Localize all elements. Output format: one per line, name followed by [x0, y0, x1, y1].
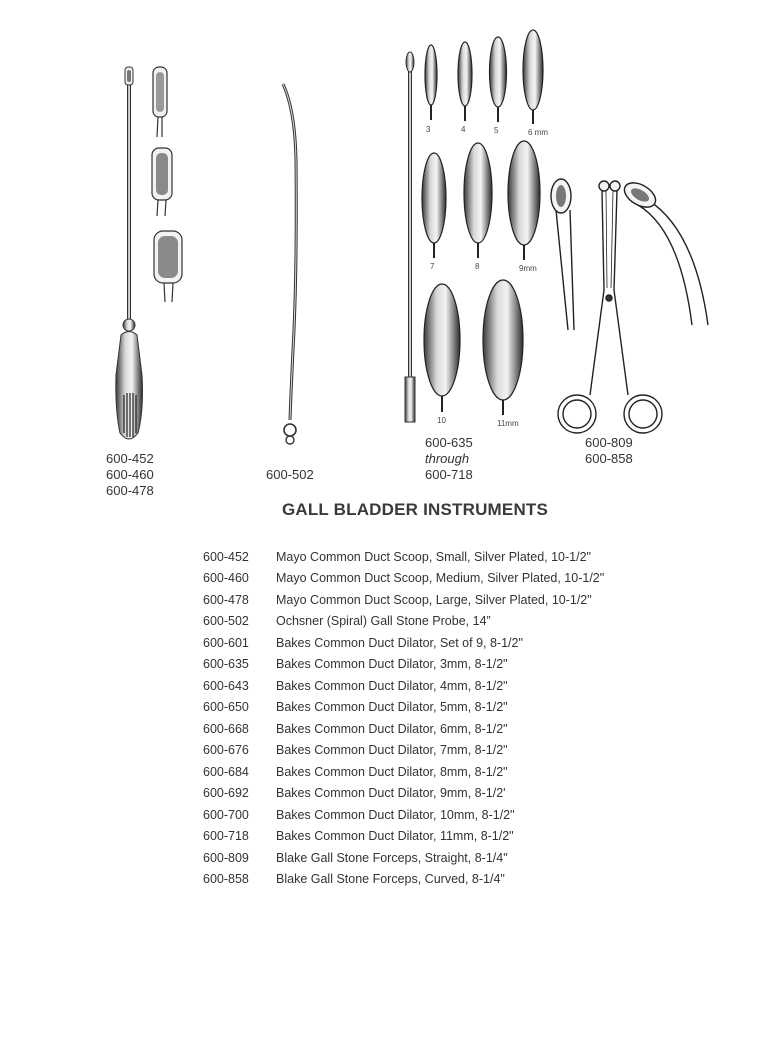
- item-code: 600-668: [203, 721, 249, 736]
- item-description: Blake Gall Stone Forceps, Straight, 8-1/4": [276, 850, 508, 865]
- item-description: Bakes Common Duct Dilator, 9mm, 8-1/2': [276, 786, 506, 801]
- dilator-size-label: 11mm: [497, 419, 519, 428]
- code-label: 600-502: [266, 467, 314, 482]
- dilator-size-label: 3: [426, 125, 431, 134]
- catalog-row: [203, 761, 604, 783]
- catalog-row: [203, 783, 604, 805]
- catalog-row: [203, 568, 604, 590]
- item-description: Blake Gall Stone Forceps, Curved, 8-1/4": [276, 872, 505, 887]
- catalog-row: [203, 847, 604, 869]
- dilator-size-label: 10: [437, 416, 446, 425]
- code-label: 600-858: [585, 451, 633, 466]
- item-description: Ochsner (Spiral) Gall Stone Probe, 14”: [276, 614, 491, 629]
- blake-forceps-drawing: [551, 178, 708, 433]
- item-description: Bakes Common Duct Dilator, 10mm, 8-1/2": [276, 807, 515, 822]
- item-code: 600-700: [203, 807, 249, 822]
- code-label: 600-809: [585, 435, 633, 450]
- scoop-tips-drawing: [152, 67, 182, 302]
- dilator-tips-drawing: [422, 30, 543, 415]
- item-description: Bakes Common Duct Dilator, 6mm, 8-1/2": [276, 721, 508, 736]
- item-code: 600-643: [203, 678, 249, 693]
- item-code: 600-502: [203, 614, 249, 629]
- item-code: 600-452: [203, 549, 249, 564]
- item-code: 600-718: [203, 829, 249, 844]
- range-word: through: [425, 451, 470, 466]
- item-description: Bakes Common Duct Dilator, 3mm, 8-1/2": [276, 657, 508, 672]
- item-description: Bakes Common Duct Dilator, 4mm, 8-1/2": [276, 678, 508, 693]
- dilator-caption: [425, 435, 473, 483]
- dilator-size-label: 9mm: [519, 264, 537, 273]
- item-description: Bakes Common Duct Dilator, 5mm, 8-1/2": [276, 700, 508, 715]
- item-code: 600-684: [203, 764, 249, 779]
- catalog-row: [203, 589, 604, 611]
- dilator-size-label: 4: [461, 125, 466, 134]
- item-code: 600-635: [203, 657, 249, 672]
- catalog-row: [203, 632, 604, 654]
- catalog-row: [203, 654, 604, 676]
- probe-caption: [266, 467, 314, 483]
- forceps-caption: [585, 435, 633, 467]
- catalog-row: [203, 718, 604, 740]
- item-code: 600-858: [203, 872, 249, 887]
- item-code: 600-676: [203, 743, 249, 758]
- dilator-size-label: 8: [475, 262, 480, 271]
- item-code: 600-478: [203, 592, 249, 607]
- code-label: 600-460: [106, 467, 154, 482]
- catalog-row: [203, 675, 604, 697]
- catalog-row: [203, 546, 604, 568]
- catalog-row: [203, 697, 604, 719]
- code-label: 600-478: [106, 483, 154, 498]
- item-description: Mayo Common Duct Scoop, Large, Silver Plated, 10-1/2": [276, 592, 592, 607]
- code-label: 600-635: [425, 435, 473, 450]
- item-description: Mayo Common Duct Scoop, Small, Silver Plated, 10-1/2": [276, 549, 591, 564]
- catalog-list: [203, 546, 604, 890]
- code-label: 600-452: [106, 451, 154, 466]
- ochsner-probe-drawing: [283, 84, 296, 444]
- code-label: 600-718: [425, 467, 473, 482]
- page-title: GALL BLADDER INSTRUMENTS: [281, 500, 549, 519]
- item-code: 600-692: [203, 786, 249, 801]
- item-description: Bakes Common Duct Dilator, 8mm, 8-1/2": [276, 764, 508, 779]
- catalog-row: [203, 740, 604, 762]
- item-description: Bakes Common Duct Dilator, Set of 9, 8-1/2": [276, 635, 523, 650]
- item-code: 600-650: [203, 700, 249, 715]
- dilator-size-label: 5: [494, 126, 499, 135]
- dilator-size-label: 6 mm: [528, 128, 548, 137]
- bakes-dilator-handle-drawing: [405, 52, 415, 422]
- item-code: 600-809: [203, 850, 249, 865]
- catalog-row: [203, 611, 604, 633]
- catalog-row: [203, 804, 604, 826]
- item-code: 600-601: [203, 635, 249, 650]
- dilator-size-label: 7: [430, 262, 435, 271]
- item-description: Bakes Common Duct Dilator, 11mm, 8-1/2": [276, 829, 514, 844]
- item-code: 600-460: [203, 571, 249, 586]
- catalog-row: [203, 826, 604, 848]
- mayo-scoop-drawing: [116, 67, 143, 439]
- scoop-caption: [106, 451, 154, 499]
- item-description: Mayo Common Duct Scoop, Medium, Silver Plated, 10-1/2": [276, 571, 605, 586]
- catalog-row: [203, 869, 604, 891]
- item-description: Bakes Common Duct Dilator, 7mm, 8-1/2": [276, 743, 508, 758]
